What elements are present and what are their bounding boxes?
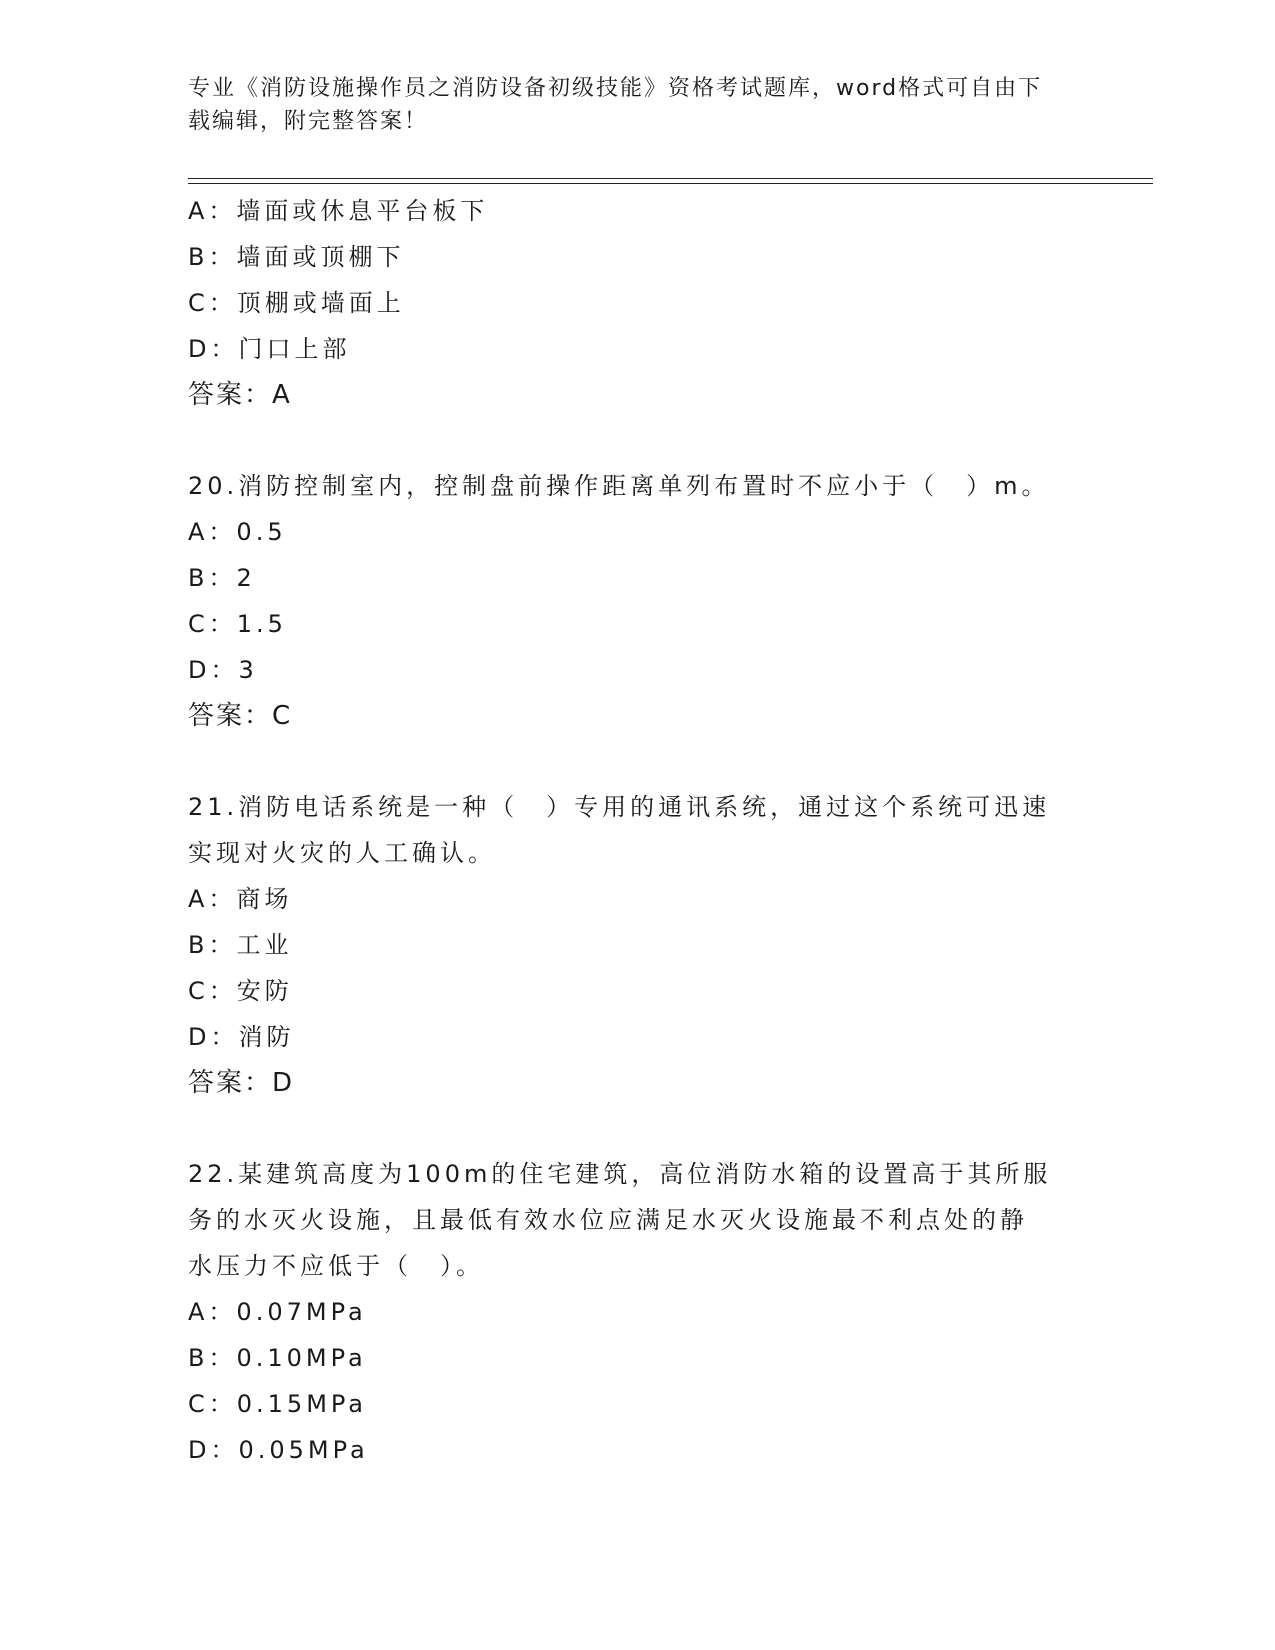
option-c: C：1.5 bbox=[188, 610, 287, 638]
option-b: B：0.10MPa bbox=[188, 1344, 367, 1372]
option-d: D：3 bbox=[188, 656, 258, 684]
option-a: A：0.07MPa bbox=[188, 1298, 367, 1326]
option-c: C：安防 bbox=[188, 977, 293, 1005]
option-b: B：工业 bbox=[188, 931, 293, 959]
header-divider-top bbox=[188, 178, 1153, 179]
question-stem: 22.某建筑高度为100m的住宅建筑，高位消防水箱的设置高于其所服 bbox=[188, 1160, 1052, 1188]
option-b: B：墙面或顶棚下 bbox=[188, 243, 405, 271]
header-line-2: 载编辑，附完整答案！ bbox=[188, 109, 429, 134]
document-header bbox=[188, 72, 1068, 138]
answer-line: 答案：C bbox=[188, 701, 293, 731]
question-stem: 21.消防电话系统是一种（ ）专用的通讯系统，通过这个系统可迅速 bbox=[188, 793, 1051, 821]
option-a: A：墙面或休息平台板下 bbox=[188, 197, 489, 225]
option-a: A：0.5 bbox=[188, 518, 287, 546]
answer-line: 答案：A bbox=[188, 380, 292, 410]
option-d: D：0.05MPa bbox=[188, 1436, 369, 1464]
option-c: C：顶棚或墙面上 bbox=[188, 289, 405, 317]
question-stem-cont: 务的水灭火设施，且最低有效水位应满足水灭火设施最不利点处的静 bbox=[188, 1206, 1028, 1234]
option-b: B：2 bbox=[188, 564, 256, 592]
question-21-block bbox=[188, 784, 1088, 1106]
question-20-block bbox=[188, 463, 1088, 739]
option-c: C：0.15MPa bbox=[188, 1390, 368, 1418]
option-d: D：门口上部 bbox=[188, 335, 351, 363]
answer-line: 答案：D bbox=[188, 1068, 295, 1098]
prev-question-block bbox=[188, 188, 1088, 418]
question-list bbox=[188, 188, 1088, 1473]
option-a: A：商场 bbox=[188, 885, 293, 913]
header-line-1: 专业《消防设施操作员之消防设备初级技能》资格考试题库，word格式可自由下 bbox=[188, 76, 1043, 101]
option-d: D：消防 bbox=[188, 1023, 295, 1051]
question-stem: 20.消防控制室内，控制盘前操作距离单列布置时不应小于（ ）m。 bbox=[188, 472, 1050, 500]
question-stem-cont: 实现对火灾的人工确认。 bbox=[188, 839, 496, 867]
question-22-block bbox=[188, 1151, 1088, 1473]
header-divider-bottom bbox=[188, 183, 1153, 184]
question-stem-cont: 水压力不应低于（ ）。 bbox=[188, 1252, 484, 1280]
